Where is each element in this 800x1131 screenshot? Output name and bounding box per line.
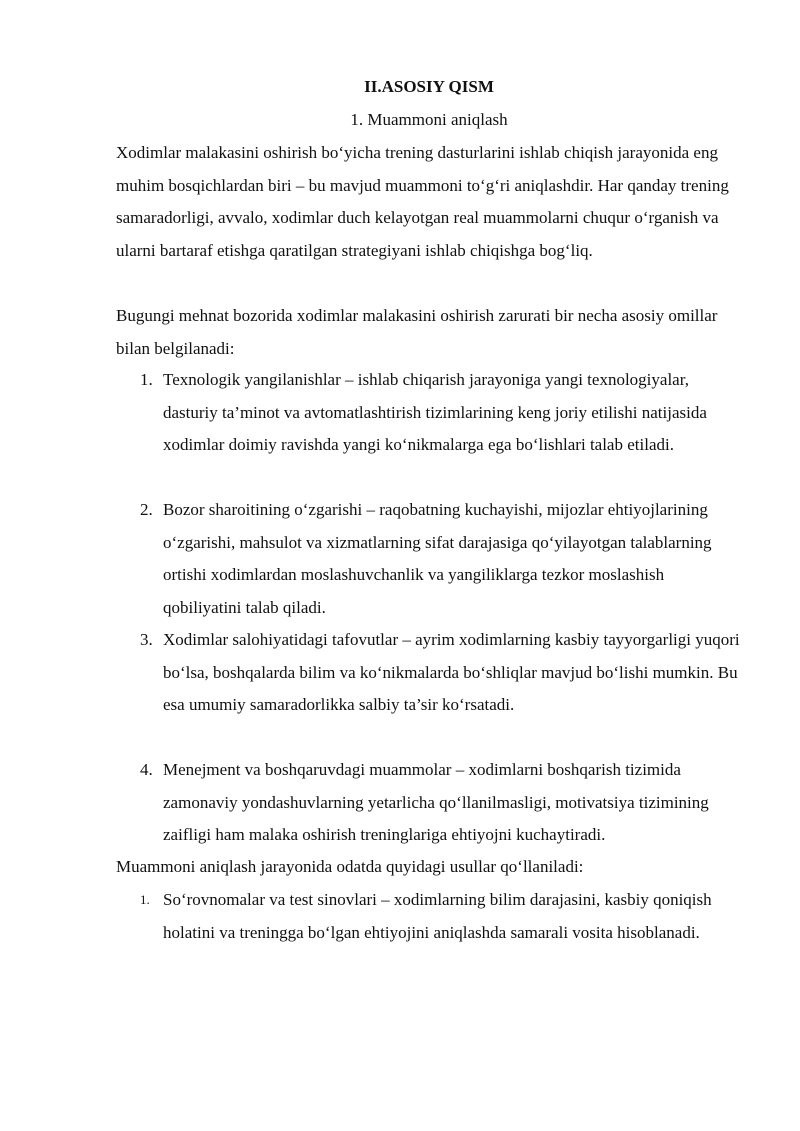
subsection-heading: 1. Muammoni aniqlash (350, 110, 508, 129)
list-number: 4. (140, 760, 153, 779)
list-number: 1. (140, 892, 150, 907)
list-item-text: Texnologik yangilanishlar – ishlab chiqarish jarayoniga yangi texnologiyalar, dasturiy ta’minot va avtomatlashtirish tizimlarining keng joriy etilishi natijasida xodimlar doimiy ravishda yangi ko‘nikmalarga ega bo‘lishlari talab etiladi. (163, 370, 707, 454)
list-number: 3. (140, 630, 153, 649)
section-heading: II.ASOSIY QISM (364, 77, 494, 96)
list-item-text: So‘rovnomalar va test sinovlari – xodimlarning bilim darajasini, kasbiy qoniqish holatini va treningga bo‘lgan ehtiyojini aniqlashda samarali vosita hisoblanadi. (163, 890, 712, 942)
list-item-text: Bozor sharoitining o‘zgarishi – raqobatning kuchayishi, mijozlar ehtiyojlarining o‘zgarishi, mahsulot va xizmatlarning sifat darajasiga qo‘yilayotgan talablarning ortishi xodimlardan moslashuvchanlik va yangiliklarga tezkor moslashish qobiliyatini talab qiladi. (163, 500, 712, 617)
factors-intro-paragraph: Bugungi mehnat bozorida xodimlar malakasini oshirish zarurati bir necha asosiy omillar bilan belgilanadi: (116, 306, 718, 358)
list-number: 1. (140, 370, 153, 389)
intro-paragraph: Xodimlar malakasini oshirish bo‘yicha trening dasturlarini ishlab chiqish jarayonida eng muhim bosqichlardan biri – bu mavjud muammoni to‘g‘ri aniqlashdir. Har qanday trening samaradorligi, avvalo, xodimlar duch kelayotgan real muammolarni chuqur o‘rganish va ularni bartaraf etishga qaratilgan strategiyani ishlab chiqishga bog‘liq. (116, 143, 729, 260)
list-number: 2. (140, 500, 153, 519)
methods-intro-paragraph: Muammoni aniqlash jarayonida odatda quyidagi usullar qo‘llaniladi: (116, 857, 584, 876)
list-item-text: Menejment va boshqaruvdagi muammolar – xodimlarni boshqarish tizimida zamonaviy yondashuvlarning yetarlicha qo‘llanilmasligi, motivatsiya tizimining zaifligi ham malaka oshirish treninglariga ehtiyojni kuchaytiradi. (163, 760, 709, 844)
list-item-text: Xodimlar salohiyatidagi tafovutlar – ayrim xodimlarning kasbiy tayyorgarligi yuqori bo‘lsa, boshqalarda bilim va ko‘nikmalarda bo‘shliqlar mavjud bo‘lishi mumkin. Bu esa umumiy samaradorlikka salbiy ta’sir ko‘rsatadi. (163, 630, 740, 714)
